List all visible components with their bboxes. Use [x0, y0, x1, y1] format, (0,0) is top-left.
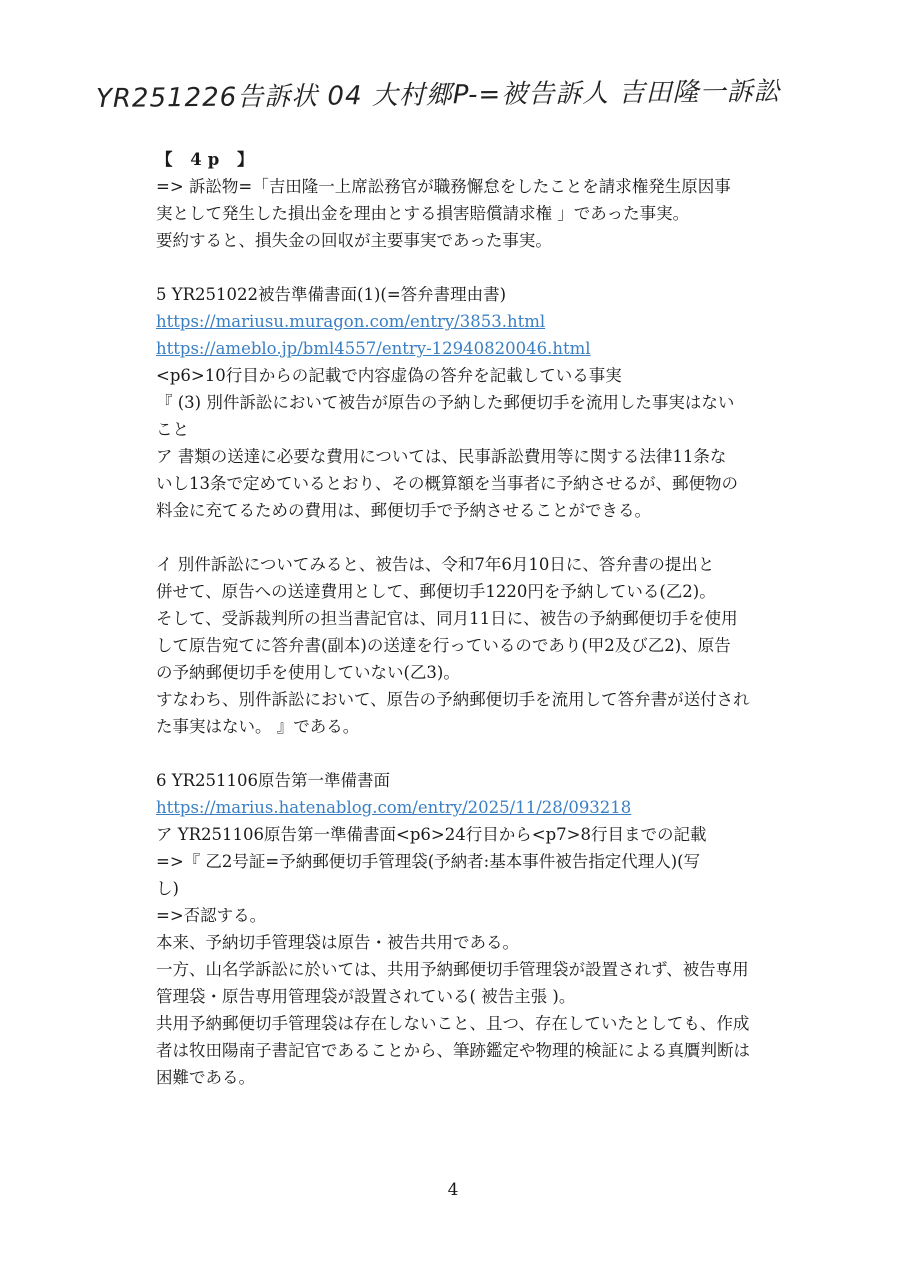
section-5-i-line4: して原告宛てに答弁書(副本)の送達を行っているのであり(甲2及び乙2)、原告 — [156, 636, 731, 655]
section-5-note: <p6>10行目からの記載で内容虚偽の答弁を記載している事実 — [156, 366, 622, 385]
section-5-quote-line1: 『 (3) 別件訴訟において被告が原告の予納した郵便切手を流用した事実はない — [156, 393, 735, 412]
section-5-a-line1: ア 書類の送達に必要な費用については、民事訴訟費用等に関する法律11条な — [156, 447, 727, 466]
section-6-a-line9: 者は牧田陽南子書記官であることから、筆跡鑑定や物理的検証による真贋判断は — [156, 1041, 750, 1060]
section-6-a-line2: =>『 乙2号証=予納郵便切手管理袋(予納者:基本事件被告指定代理人)(写 — [156, 852, 701, 871]
section-5-a-line2: いし13条で定めているとおり、その概算額を当事者に予納させるが、郵便物の — [156, 474, 738, 493]
section-4p-line3: 要約すると、損失金の回収が主要事実であった事実。 — [156, 231, 552, 250]
section-4p-line2: 実として発生した損出金を理由とする損害賠償請求権 」であった事実。 — [156, 204, 690, 223]
section-5-i-line5: の予納郵便切手を使用していない(乙3)。 — [156, 663, 460, 682]
section-4p-heading: 【 4p 】 — [156, 150, 260, 169]
section-5-quote-line2: こと — [156, 420, 189, 439]
section-5-i-line7: た事実はない。 』である。 — [156, 717, 360, 736]
section-5-i-line2: 併せて、原告への送達費用として、郵便切手1220円を予納している(乙2)。 — [156, 582, 716, 601]
section-6-a-line8: 共用予納郵便切手管理袋は存在しないこと、且つ、存在していたとしても、作成 — [156, 1014, 750, 1033]
handwritten-header: YR251226告訴状 04 大村郷P-=被告訴人 吉田隆一訴訟 — [95, 76, 781, 114]
section-4p-line1: => 訴訟物=「吉田隆一上席訟務官が職務懈怠をしたことを請求権発生原因事 — [156, 177, 731, 196]
section-5-link-muragon[interactable]: https://mariusu.muragon.com/entry/3853.html — [156, 312, 546, 331]
section-6-link-hatenablog[interactable]: https://marius.hatenablog.com/entry/2025/11/28/093218 — [156, 798, 632, 817]
section-5-link-ameblo[interactable]: https://ameblo.jp/bml4557/entry-12940820046.html — [156, 339, 591, 358]
section-6-a-line3: し) — [156, 879, 179, 898]
section-5-i-line6: すなわち、別件訴訟において、原告の予納郵便切手を流用して答弁書が送付され — [156, 690, 750, 709]
section-6-title: 6 YR251106原告第一準備書面 — [156, 771, 391, 790]
section-6-a-line6: 一方、山名学訴訟に於いては、共用予納郵便切手管理袋が設置されず、被告専用 — [156, 960, 749, 979]
page-number: 4 — [447, 1180, 459, 1200]
section-5-a-line3: 料金に充てるための費用は、郵便切手で予納させることができる。 — [156, 501, 651, 520]
section-5-title: 5 YR251022被告準備書面(1)(=答弁書理由書) — [156, 285, 507, 304]
section-5-i-line3: そして、受訴裁判所の担当書記官は、同月11日に、被告の予納郵便切手を使用 — [156, 609, 738, 628]
section-6-a-line1: ア YR251106原告第一準備書面<p6>24行目から<p7>8行目までの記載 — [156, 825, 707, 844]
document-body — [156, 146, 856, 1091]
section-6-a-line4: =>否認する。 — [156, 906, 267, 925]
section-6-a-line10: 困難である。 — [156, 1068, 255, 1087]
section-6-a-line7: 管理袋・原告専用管理袋が設置されている( 被告主張 )。 — [156, 987, 576, 1006]
section-5-i-line1: イ 別件訴訟についてみると、被告は、令和7年6月10日に、答弁書の提出と — [156, 555, 715, 574]
section-6-a-line5: 本来、予納切手管理袋は原告・被告共用である。 — [156, 933, 519, 952]
